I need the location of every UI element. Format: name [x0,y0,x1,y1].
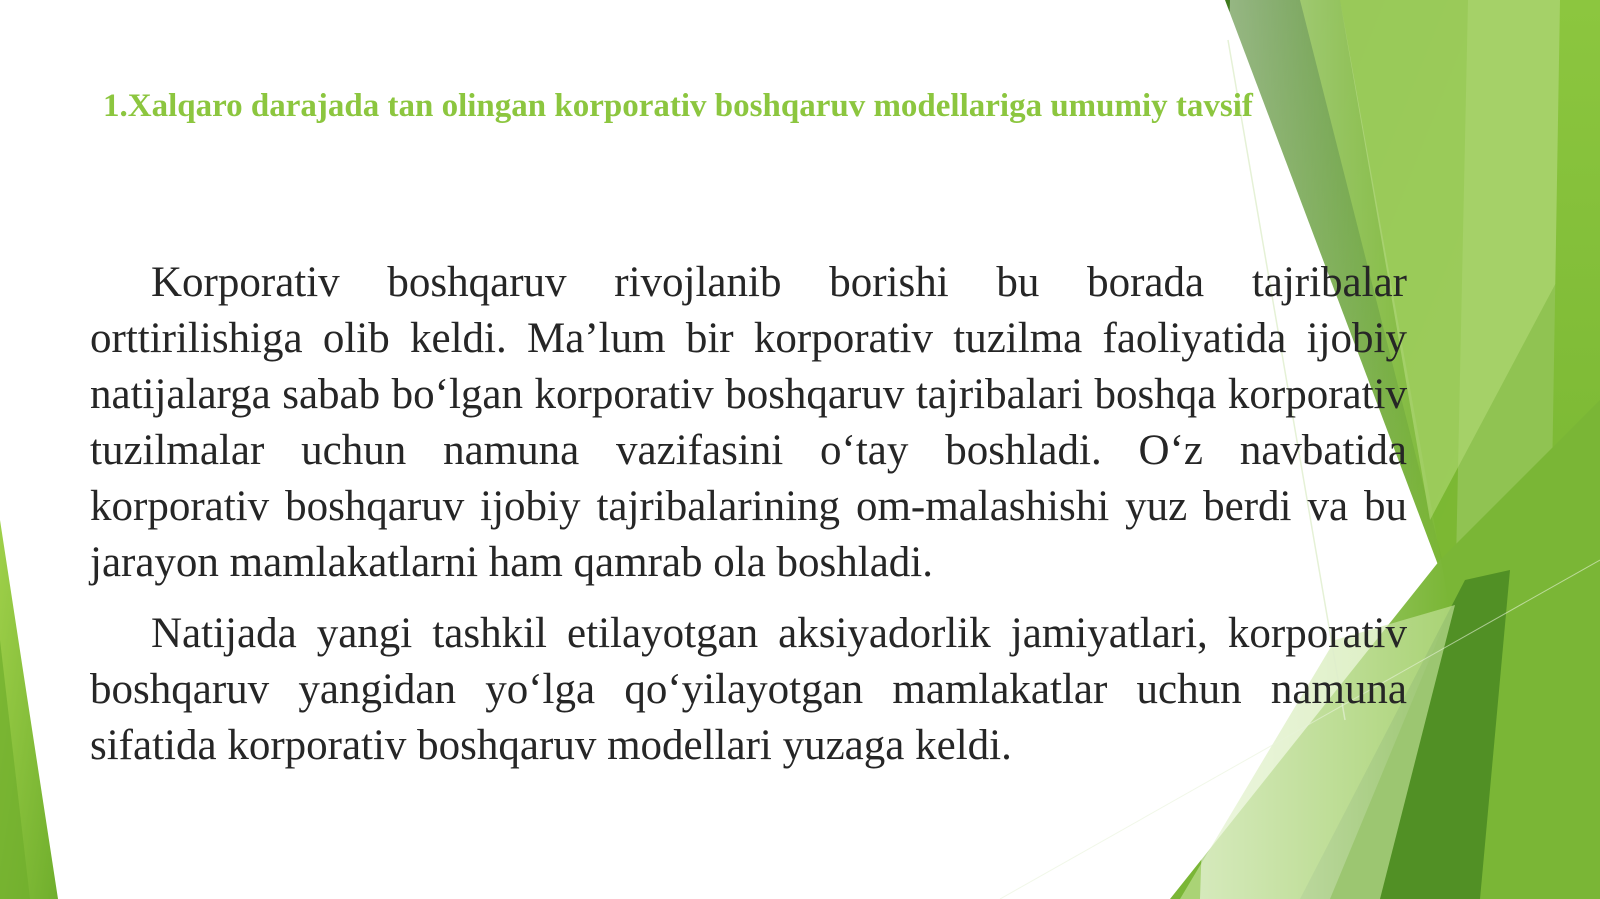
body-paragraph-1: Korporativ boshqaruv rivojlanib borishi bu borada tajribalar orttirilishiga olib keldi. Ma’lum bir korporativ tuzilma faoliyatida ijobiy natijalarga sabab bo‘lgan korporativ boshqaruv tajribalari boshqa korporativ tuzilmalar uchun namuna vazifasini o‘tay boshladi. O‘z navbatida korporativ boshqaruv ijobiy tajribalarining om-malashishi yuz berdi va bu jarayon mamlakatlarni ham qamrab ola boshladi. [90,259,1407,586]
slide-body [90,255,1407,774]
body-paragraph-2: Natijada yangi tashkil etilayotgan aksiyadorlik jamiyatlari, korporativ boshqaruv yangidan yo‘lga qo‘yilayotgan mamlakatlar uchun namuna sifatida korporativ boshqaruv modellari yuzaga keldi. [90,610,1407,769]
slide-title: 1.Xalqaro darajada tan olingan korporativ boshqaruv modellariga umumiy tavsif [103,88,1253,124]
